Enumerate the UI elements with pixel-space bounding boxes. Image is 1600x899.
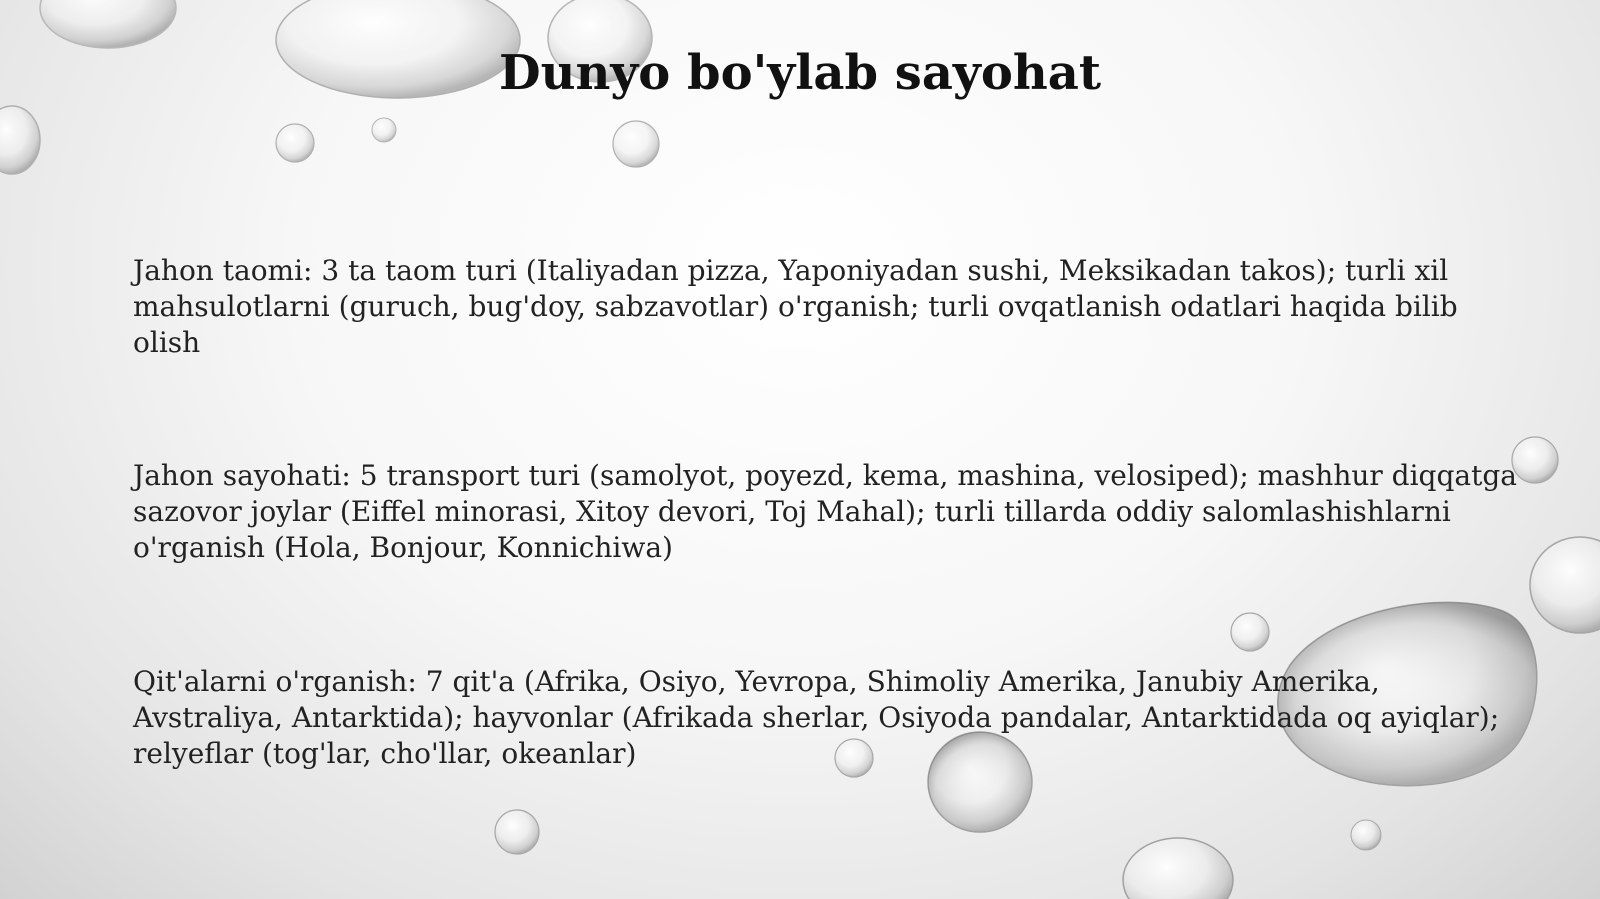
slide-title: Dunyo bo'ylab sayohat — [498, 45, 1101, 101]
water-drop — [1530, 537, 1600, 633]
water-drop — [372, 118, 396, 142]
water-drop — [1351, 820, 1381, 850]
paragraph-world-travel: Jahon sayohati: 5 transport turi (samolyot, poyezd, kema, mashina, velosiped); mashhur diqqatga sazovor joylar (Eiffel minorasi, Xitoy devori, Toj Mahal); turli tillarda oddiy salomlashishlarni o'rganish (Hola, Bonjour, Konnichiwa) — [133, 459, 1517, 564]
water-drop — [0, 106, 40, 174]
paragraph-continents: Qit'alarni o'rganish: 7 qit'a (Afrika, Osiyo, Yevropa, Shimoliy Amerika, Janubiy Amerika, Avstraliya, Antarktida); hayvonlar (Afrikada sherlar, Osiyoda pandalar, Antarktidada oq ayiqlar); relyeflar (tog'lar, cho'llar, okeanlar) — [133, 665, 1500, 770]
water-drop — [613, 121, 659, 167]
water-drop — [495, 810, 539, 854]
water-drop — [276, 124, 314, 162]
water-drop — [1123, 838, 1233, 899]
paragraph-world-cuisine: Jahon taomi: 3 ta taom turi (Italiyadan pizza, Yaponiyadan sushi, Meksikadan takos); turli xil mahsulotlarni (guruch, bug'doy, sabzavotlar) o'rganish; turli ovqatlanish odatlari haqida bilib olish — [133, 254, 1458, 359]
water-drop — [1231, 613, 1269, 651]
